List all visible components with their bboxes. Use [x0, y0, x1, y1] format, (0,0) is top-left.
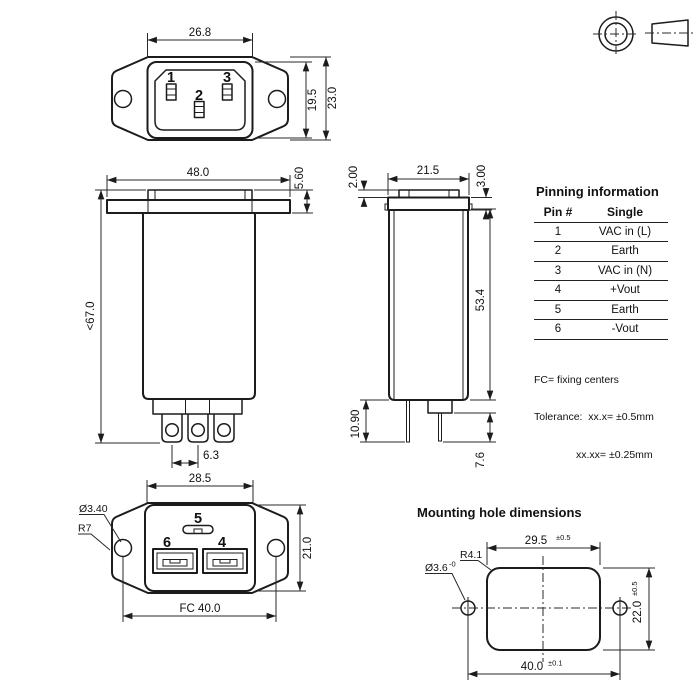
bottom-view	[60, 470, 345, 672]
pinning-table	[534, 184, 668, 486]
dim-max-height	[85, 190, 160, 443]
flange-profile	[388, 198, 469, 211]
cap-profile	[399, 190, 459, 198]
pin-6-socket	[153, 549, 197, 573]
pin-number: 3	[554, 264, 562, 277]
svg-text:40.0: 40.0	[520, 661, 544, 673]
lead-wire-left	[407, 400, 410, 442]
table-row	[534, 262, 668, 282]
svg-text:21.5: 21.5	[416, 165, 440, 177]
mounting-hole-left	[115, 540, 132, 557]
svg-text:<67.0: <67.0	[85, 301, 97, 331]
svg-text:19.5: 19.5	[307, 88, 319, 112]
svg-text:48.0: 48.0	[186, 167, 210, 179]
pin-number: 6	[554, 323, 562, 336]
dim-cutout-height	[603, 568, 655, 650]
pinning-table-title: Pinning information	[536, 184, 659, 199]
pin-number: 1	[554, 225, 562, 238]
dim-lead-length	[350, 400, 405, 442]
svg-text:23.0: 23.0	[327, 86, 339, 110]
svg-text:6.3: 6.3	[203, 450, 219, 462]
table-row	[534, 301, 668, 321]
body-profile	[389, 210, 468, 400]
svg-text:2.00: 2.00	[348, 165, 360, 189]
pin-number: 4	[554, 284, 562, 297]
svg-text:R4.1: R4.1	[460, 549, 483, 561]
faston-tab-3	[214, 414, 234, 442]
table-row	[534, 242, 668, 262]
svg-text:FC 40.0: FC 40.0	[179, 603, 221, 615]
dim-lead-tail	[443, 413, 496, 468]
pin-5-label: 5	[193, 511, 203, 527]
mounting-drawing	[400, 500, 700, 690]
svg-text:Ø3.6: Ø3.6	[425, 562, 448, 574]
table-row	[534, 320, 668, 340]
faston-tab-1	[162, 414, 182, 442]
mounting-hole-left	[115, 91, 132, 108]
pinning-table-header	[534, 203, 668, 223]
pin-1	[167, 84, 177, 100]
pin-function: Earth	[611, 303, 639, 316]
mounting-title: Mounting hole dimensions	[417, 505, 582, 520]
pin-6-label: 6	[162, 535, 172, 551]
table-row	[534, 223, 668, 243]
svg-text:-0: -0	[449, 559, 456, 569]
svg-text:3.00: 3.00	[476, 164, 488, 188]
faston-tab-2	[188, 414, 208, 442]
dim-body-height	[470, 209, 496, 400]
svg-text:21.0: 21.0	[302, 536, 314, 560]
callout-corner-radius	[460, 549, 491, 570]
dim-flange-width	[107, 167, 290, 197]
dim-flange-thickness	[471, 165, 492, 219]
col-pin-number: Pin #	[543, 205, 573, 220]
svg-text:22.0: 22.0	[632, 600, 644, 624]
table-row	[534, 281, 668, 301]
pin-4-label: 4	[217, 535, 227, 551]
pin-function: -Vout	[611, 323, 639, 336]
note-tolerance-2: xx.xx= ±0.25mm	[576, 448, 653, 461]
dim-bottom-width	[147, 473, 253, 503]
dim-flange-thickness	[254, 167, 313, 213]
pin-1-label: 1	[166, 70, 176, 86]
svg-text:R7: R7	[78, 522, 92, 535]
pin-function: +Vout	[610, 284, 640, 297]
svg-text:29.5: 29.5	[524, 535, 548, 547]
terminal-base	[153, 399, 242, 414]
note-fixing-centers: FC= fixing centers	[534, 373, 619, 386]
pin-function: VAC in (N)	[597, 264, 653, 277]
rear-view	[330, 158, 510, 480]
col-single: Single	[606, 205, 643, 220]
pin-function: VAC in (L)	[598, 225, 652, 238]
dim-front-width	[148, 27, 253, 58]
flange-profile	[107, 200, 290, 213]
svg-text:26.8: 26.8	[188, 27, 212, 39]
svg-text:±0.1: ±0.1	[548, 658, 563, 668]
pin-function: Earth	[611, 245, 639, 258]
mounting-hole-right	[269, 91, 286, 108]
body-profile	[143, 213, 255, 399]
mounting-hole-right	[268, 540, 285, 557]
note-tolerance-1: Tolerance: xx.x= ±0.5mm	[534, 411, 654, 423]
lead-wire-right	[439, 413, 442, 441]
pin-number: 2	[554, 245, 562, 258]
pin-2-label: 2	[194, 88, 204, 104]
svg-text:±0.5: ±0.5	[630, 581, 639, 596]
callout-corner-radius	[78, 523, 110, 551]
svg-text:Ø3.40: Ø3.40	[79, 503, 108, 515]
front-view	[60, 10, 345, 160]
svg-text:28.5: 28.5	[188, 473, 212, 485]
dim-tab-pitch	[172, 445, 219, 468]
pin-number: 5	[554, 303, 562, 316]
dim-hole-centers	[468, 617, 620, 680]
svg-text:10.90: 10.90	[350, 409, 362, 439]
face-profile	[148, 190, 252, 200]
callout-hole-dia	[425, 560, 465, 601]
svg-text:53.4: 53.4	[475, 288, 487, 312]
flange-nub-left	[385, 204, 388, 210]
pin-4-socket	[203, 549, 247, 573]
svg-text:±0.5: ±0.5	[556, 533, 571, 542]
pin-3-label: 3	[222, 70, 232, 86]
projection-symbol	[580, 12, 700, 77]
svg-text:7.6: 7.6	[475, 452, 487, 468]
dim-cap-height	[348, 166, 399, 206]
svg-text:5.60: 5.60	[294, 166, 306, 190]
lead-block	[428, 400, 452, 413]
side-view	[60, 158, 340, 480]
pin-3	[223, 84, 233, 100]
